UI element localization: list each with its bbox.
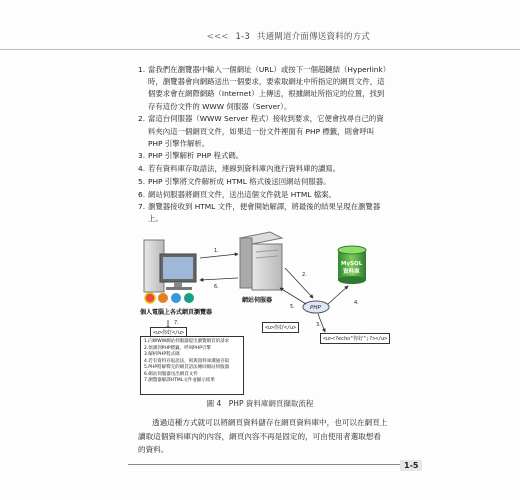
server-code-box: <u>你好</u> [262, 322, 299, 333]
list-item: 4. 若有資料庫存取語法，連線到資料庫內進行資料庫的讀寫。 [138, 164, 341, 174]
chrome-icon [145, 293, 155, 303]
list-item: 5. PHP 引擎將文件解析成 HTML 格式後送回網站伺服器。 [138, 176, 331, 186]
arrow-label-6: 6. [214, 284, 219, 290]
arrow-5 [280, 288, 306, 304]
list-item: 6.網站伺服器送出網頁文件 [144, 371, 198, 377]
header-divider [0, 49, 520, 50]
arrow-label-5: 5. [290, 304, 295, 310]
arrow-1 [200, 254, 238, 258]
arrow-label-7: 7. [174, 320, 179, 326]
safari-icon [184, 293, 194, 303]
db-label-line-1: MySQL [341, 261, 363, 267]
client-label: 個人電腦上各式網頁瀏覽器 [140, 309, 213, 316]
list-item: 2.偵測到PHP標籤，呼叫PHP引擎 [144, 345, 211, 351]
list-item: 7.瀏覽器解譯HTML文件並顯示結果 [144, 378, 215, 383]
list-item: 3. PHP 引擎解析 PHP 程式碼。 [138, 151, 244, 161]
arrow-label-4: 4. [354, 300, 359, 306]
flow-steps-box [140, 336, 244, 395]
list-item: 6. 網站伺服器將網頁文件，送出這個文件就是 HTML 檔案。 [138, 189, 336, 199]
server-label: 網站伺服器 [242, 297, 273, 304]
php-code-box: <u><?echo"你好";?></u> [320, 333, 390, 344]
php-label: PHP [310, 305, 321, 311]
arrow-label-3: 3. [316, 322, 321, 328]
list-item: 1. 當我們在瀏覽器中輸入一個網址（URL）或按下一個超鏈結（Hyperlink）時，瀏覽器會向網路送出一個要求，要索取網址中所指定的網頁文件，這個要求會在網際網路（Internet）上傳送，根據網址所指定的位置，找到存有這份文件的 WWW 伺服器（Server）。 [138, 65, 387, 111]
list-item: 3.解析PHP程式碼 [144, 352, 180, 357]
running-header [207, 30, 370, 42]
chevron-left-icon: <<< [206, 32, 229, 42]
section-number: 1-3 [235, 32, 250, 42]
arrow-6 [200, 278, 238, 280]
db-label-line-2: 資料庫 [343, 269, 360, 275]
arrow-label-2: 2. [302, 272, 307, 278]
section-title: 共通閘道介面傳送資料的方式 [256, 32, 370, 42]
list-item: 2. 當這台伺服器（WWW Server 程式）接收到要求，它便會找尋自己的資料夾內這一個網頁文件，如果這一份文件裡面有 PHP 標籤，則會呼叫 PHP 引擎作解析。 [138, 114, 384, 148]
client-code-box: <u>你好</u> [150, 327, 187, 338]
list-item: 5.PHP將解釋完的網頁語法傳回網站伺服器 [144, 365, 230, 370]
firefox-icon [158, 293, 168, 303]
arrow-4 [328, 286, 348, 304]
steps-list [138, 64, 388, 226]
body-paragraph: 透過這種方式就可以將網頁資料儲存在網頁資料庫中，也可以在網頁上讀取這個資料庫內的內容，網頁內容不再是固定的，可由使用者選取想看的資料。 [138, 418, 388, 454]
footer-divider [128, 464, 400, 465]
ie-icon [171, 293, 181, 303]
list-item: 1.向WWW網站伺服器提出瀏覽網頁的請求 [144, 339, 230, 344]
arrow-label-1: 1. [214, 248, 219, 254]
client-computer-icon [144, 240, 196, 292]
list-item: 7. 瀏覽器接收到 HTML 文件，便會開始解譯，將最後的結果呈現在瀏覽器上。 [138, 202, 381, 224]
page-number: 1-5 [400, 460, 422, 471]
web-server-icon [240, 232, 282, 290]
list-item: 4.若有資料存取語法，則與資料庫溝通存取 [144, 358, 230, 364]
figure-caption: 圖 4 PHP 資料庫網頁擷取流程 [206, 399, 314, 408]
